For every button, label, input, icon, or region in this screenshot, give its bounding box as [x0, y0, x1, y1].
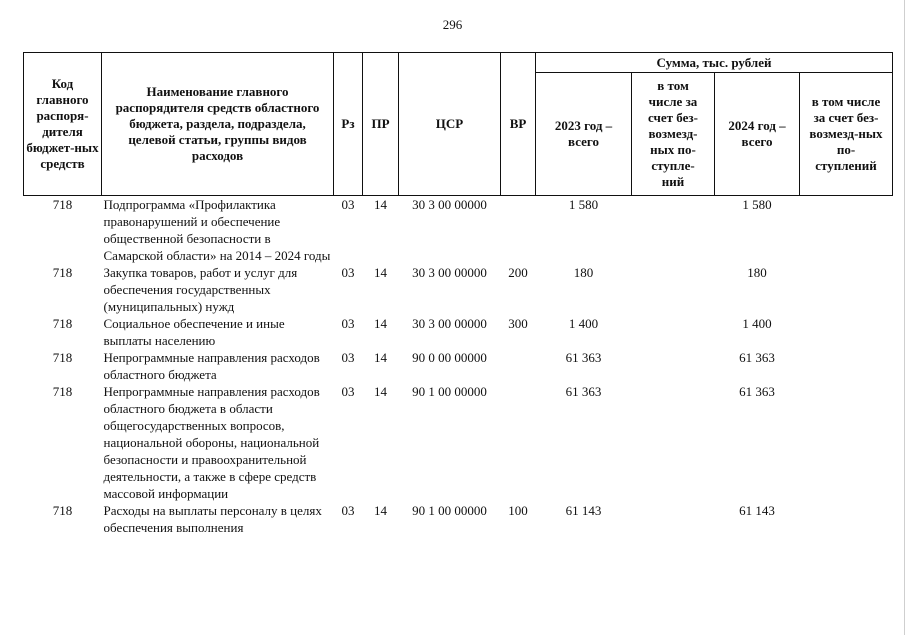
budget-table — [23, 52, 893, 536]
row-rz: 03 — [341, 350, 355, 365]
row-code: 718 — [52, 265, 73, 280]
table-row — [24, 264, 893, 315]
header-pr: ПР — [363, 53, 399, 196]
row-rz: 03 — [341, 503, 355, 518]
row-code: 718 — [52, 350, 73, 365]
row-code: 718 — [52, 384, 73, 399]
row-2024-total: 1 580 — [742, 197, 772, 212]
row-pr: 14 — [374, 265, 387, 280]
row-name: Закупка товаров, работ и услуг для обеспечения государственных (муниципальных) нужд — [103, 265, 298, 314]
table-row — [24, 196, 893, 265]
row-2023-free — [632, 196, 715, 265]
row-vr — [501, 349, 536, 383]
row-2023-total: 61 363 — [565, 350, 602, 365]
row-2023-free — [632, 264, 715, 315]
header-2023-free: в том числе за счет без-возмезд-ных по-ступле-ний — [632, 73, 715, 196]
row-pr: 14 — [374, 316, 387, 331]
row-2024-free — [800, 196, 893, 265]
row-csr: 90 1 00 00000 — [412, 384, 487, 399]
row-csr: 90 1 00 00000 — [412, 503, 487, 518]
row-pr: 14 — [374, 503, 387, 518]
header-2024-total: 2024 год – всего — [715, 73, 800, 196]
row-code: 718 — [52, 197, 73, 212]
header-2023-total: 2023 год – всего — [536, 73, 632, 196]
row-vr: 300 — [508, 316, 528, 331]
row-2024-free — [800, 315, 893, 349]
row-2024-free — [800, 264, 893, 315]
row-vr: 200 — [508, 265, 528, 280]
header-sum-group: Сумма, тыс. рублей — [536, 53, 893, 73]
row-vr — [501, 196, 536, 265]
table-row — [24, 315, 893, 349]
row-rz: 03 — [341, 384, 355, 399]
row-code: 718 — [52, 316, 73, 331]
header-vr: ВР — [501, 53, 536, 196]
row-2023-total: 61 363 — [565, 384, 602, 399]
row-name: Непрограммные направления расходов областного бюджета — [103, 350, 320, 382]
row-rz: 03 — [341, 316, 355, 331]
row-2023-total: 1 400 — [568, 316, 599, 331]
table-row — [24, 383, 893, 502]
row-csr: 30 3 00 00000 — [412, 265, 487, 280]
row-2024-total: 61 143 — [739, 503, 775, 518]
row-code: 718 — [52, 503, 73, 518]
row-vr — [501, 383, 536, 502]
row-2024-free — [800, 349, 893, 383]
row-csr: 30 3 00 00000 — [412, 197, 487, 212]
row-2023-total: 180 — [573, 265, 594, 280]
row-2024-total: 180 — [747, 265, 767, 280]
row-2023-total: 61 143 — [565, 503, 602, 518]
row-name: Социальное обеспечение и иные выплаты населению — [103, 316, 285, 348]
header-2024-free: в том числе за счет без-возмезд-ных по-ступлений — [800, 73, 893, 196]
table-header — [24, 53, 893, 196]
header-code: Код главного распоря-дителя бюджет-ных средств — [24, 53, 102, 196]
table-row — [24, 349, 893, 383]
row-pr: 14 — [374, 384, 387, 399]
row-name: Непрограммные направления расходов областного бюджета в области общегосударственных вопросов, национальной обороны, национальной безопасности и правоохранительной деятельности, а также в сфере средств массовой информации — [103, 384, 320, 501]
header-rz: Рз — [334, 53, 363, 196]
row-2023-free — [632, 349, 715, 383]
row-2023-total: 1 580 — [568, 197, 599, 212]
header-name: Наименование главного распорядителя средств областного бюджета, раздела, подраздела, целевой статьи, группы видов расходов — [102, 53, 334, 196]
row-2024-total: 1 400 — [742, 316, 772, 331]
row-2024-free — [800, 502, 893, 536]
row-2024-free — [800, 383, 893, 502]
table-body — [24, 196, 893, 537]
row-name: Подпрограмма «Профилактика правонарушений и обеспечение общественной безопасности в Самарской области» на 2014 – 2024 годы — [103, 197, 331, 263]
row-2023-free — [632, 383, 715, 502]
row-2024-total: 61 363 — [739, 350, 775, 365]
row-rz: 03 — [341, 197, 355, 212]
row-csr: 30 3 00 00000 — [412, 316, 487, 331]
row-vr: 100 — [508, 503, 528, 518]
table-row — [24, 502, 893, 536]
row-csr: 90 0 00 00000 — [412, 350, 487, 365]
row-pr: 14 — [374, 197, 387, 212]
row-pr: 14 — [374, 350, 387, 365]
header-csr: ЦСР — [399, 53, 501, 196]
row-name: Расходы на выплаты персоналу в целях обеспечения выполнения — [103, 503, 322, 535]
page-number: 296 — [442, 17, 463, 32]
row-rz: 03 — [341, 265, 355, 280]
row-2023-free — [632, 502, 715, 536]
row-2024-total: 61 363 — [739, 384, 775, 399]
row-2023-free — [632, 315, 715, 349]
